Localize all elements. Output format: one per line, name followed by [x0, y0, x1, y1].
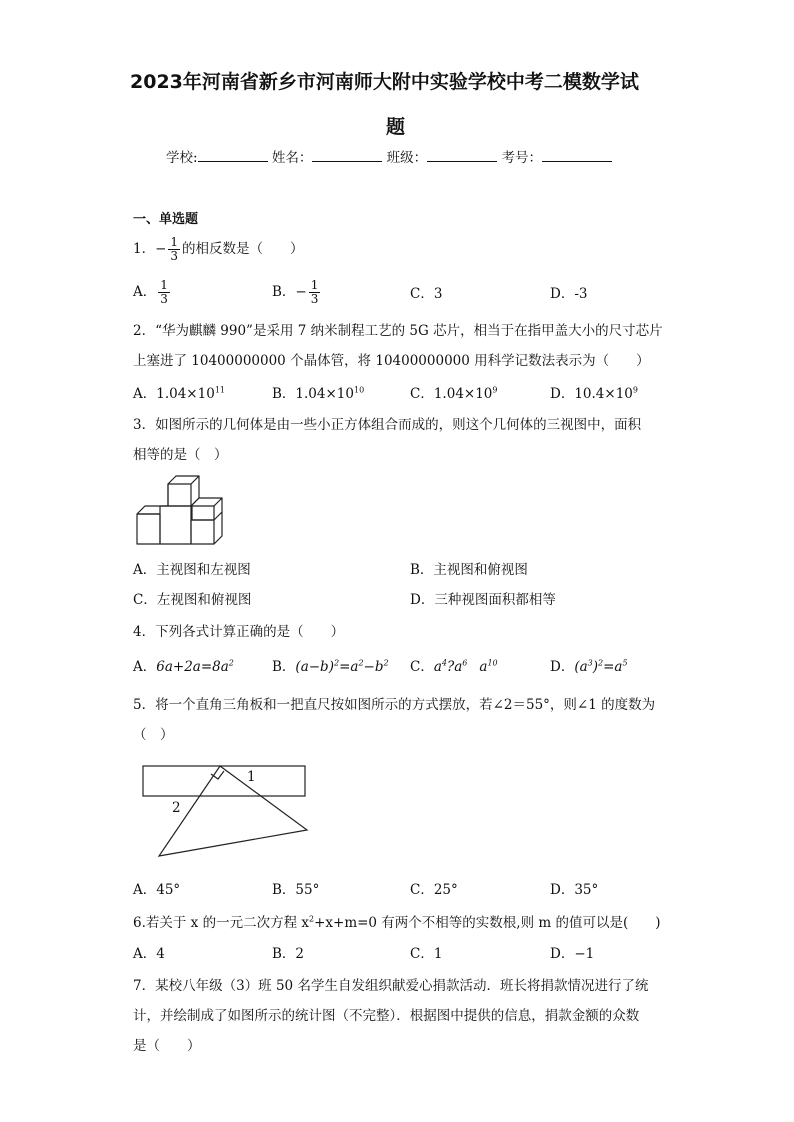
- q2-a-base: 1.04×10: [156, 386, 215, 402]
- q6-stem-b: +x+m=0 有两个不相等的实数根,则 m 的值可以是( ): [314, 915, 661, 931]
- q2-d-exp: 9: [632, 385, 638, 395]
- q2-option-d: [550, 382, 638, 402]
- q5-angle2-label: 2: [172, 800, 181, 816]
- q4-c-exp1: 4: [441, 658, 447, 668]
- q4-b-expr3: −b: [363, 659, 384, 675]
- q4-c-expr1: a: [433, 659, 442, 675]
- q6-stem-a: 6.若关于 x 的一元二次方程 x: [133, 915, 309, 931]
- q1-number: 1．: [133, 241, 156, 257]
- q1-b-num: 1: [310, 278, 319, 292]
- q2-c-base: 1.04×10: [433, 386, 493, 402]
- q6-option-c: C．1: [410, 946, 443, 962]
- q5-stem-line1: 5．将一个直角三角板和一把直尺按如图所示的方式摆放，若∠2＝55°，则∠1 的度数为: [133, 697, 656, 713]
- q2-option-a: [133, 382, 225, 402]
- q1-option-b-fraction: [309, 279, 321, 306]
- ruler-shape: [143, 766, 305, 796]
- q4-option-c: [410, 655, 498, 675]
- q1-suffix: 的相反数是（ ）: [182, 241, 304, 257]
- q7-stem-line2: 计，并绘制成了如图所示的统计图（不完整）．根据图中提供的信息，捐款金额的众数: [133, 1008, 640, 1024]
- q2-b-base: 1.04×10: [295, 386, 354, 402]
- q2-b-label: B．: [272, 386, 296, 402]
- q2-d-base: 10.4×10: [574, 386, 633, 402]
- q4-c-label: C．: [410, 659, 434, 675]
- q1-option-b-label: B．: [272, 284, 296, 300]
- q1-b-den: 3: [310, 292, 319, 306]
- q6-stem: [133, 911, 661, 931]
- q2-a-exp: 11: [214, 385, 225, 395]
- page-title-line2: 题: [386, 116, 406, 138]
- q3-option-c: C．左视图和俯视图: [133, 592, 252, 608]
- q4-b-expr1: (a−b): [295, 659, 334, 675]
- q3-option-a: A．主视图和左视图: [133, 562, 251, 578]
- q2-c-label: C．: [410, 386, 434, 402]
- q7-stem-line3: 是（ ）: [133, 1038, 201, 1054]
- q4-c-exp2: 6: [462, 658, 468, 668]
- q7-stem-line1: 7．某校八年级（3）班 50 名学生自发组织献爱心捐款活动．班长将捐款情况进行了统: [133, 978, 649, 994]
- q2-stem-line1: 2．“华为麒麟 990”是采用 7 纳米制程工艺的 5G 芯片，相当于在指甲盖大小的尺寸芯片: [133, 323, 663, 339]
- q4-c-expr3: a: [479, 659, 488, 675]
- q2-a-label: A．: [133, 386, 157, 402]
- q2-stem-line2: 上塞进了 10400000000 个晶体管，将 10400000000 用科学记数法表示为（ ）: [133, 353, 650, 369]
- q4-b-expr2: =a: [339, 659, 359, 675]
- q1-minus: −: [155, 241, 167, 257]
- q4-d-exp2: 2: [598, 658, 604, 668]
- q4-stem: 4．下列各式计算正确的是（ ）: [133, 624, 345, 640]
- school-blank: [198, 149, 268, 162]
- q4-c-expr2: ?a: [447, 659, 463, 675]
- q4-d-expr2: ): [592, 659, 599, 675]
- q4-d-exp1: 3: [587, 658, 593, 668]
- q4-b-exp1: 2: [333, 658, 340, 668]
- q1-fraction: [168, 236, 180, 263]
- q1-a-num: 1: [160, 278, 168, 292]
- q1-option-b-minus: −: [295, 284, 307, 300]
- q6-option-b: B．2: [272, 946, 305, 962]
- q5-option-b: B．55°: [272, 882, 320, 898]
- q1-a-den: 3: [160, 292, 168, 306]
- q5-stem-line2: （ ）: [133, 727, 174, 743]
- q4-b-label: B．: [272, 659, 296, 675]
- class-blank: [427, 149, 497, 162]
- q6-option-a: A．4: [133, 946, 165, 962]
- q1-option-b: [272, 279, 322, 306]
- q4-b-exp2: 2: [358, 658, 364, 668]
- q3-option-b: B．主视图和俯视图: [410, 562, 528, 578]
- q5-angle1-label: 1: [247, 769, 256, 785]
- q2-c-exp: 9: [492, 385, 498, 395]
- class-label: 班级：: [386, 150, 428, 166]
- q2-b-exp: 10: [353, 385, 365, 395]
- q4-d-expr3: =a: [603, 659, 623, 675]
- q2-option-b: [272, 382, 364, 402]
- q5-ruler-triangle-figure: [140, 760, 325, 860]
- q4-d-expr1: (a: [574, 659, 588, 675]
- info-line: [166, 146, 612, 166]
- q2-option-c: [410, 382, 498, 402]
- exam-no-blank: [542, 149, 612, 162]
- q5-option-d: D．35°: [550, 882, 599, 898]
- q4-a-label: A．: [133, 659, 157, 675]
- q4-option-a: [133, 655, 234, 675]
- name-blank: [312, 149, 382, 162]
- q5-option-c: C．25°: [410, 882, 458, 898]
- q1-stem: [133, 236, 304, 263]
- q4-a-expr: 6a+2a=8a: [156, 659, 229, 675]
- q1-num: 1: [170, 235, 179, 249]
- exam-no-label: 考号：: [501, 150, 542, 166]
- q1-option-a-label: A．: [133, 284, 157, 300]
- q4-d-exp3: 5: [622, 658, 628, 668]
- q1-option-d: D．-3: [550, 286, 588, 302]
- name-label: 姓名：: [271, 150, 313, 166]
- q4-c-exp3: 10: [487, 658, 498, 668]
- q6-stem-exp: 2: [308, 914, 315, 924]
- triangle-shape: [159, 766, 307, 856]
- q1-option-c: C．3: [410, 286, 443, 302]
- q3-option-d: D．三种视图面积都相等: [410, 592, 556, 608]
- q3-stem-line2: 相等的是（ ）: [133, 447, 228, 463]
- q4-d-label: D．: [550, 659, 575, 675]
- q4-option-d: [550, 655, 628, 675]
- q4-option-b: [272, 655, 389, 675]
- q3-stem-line1: 3．如图所示的几何体是由一些小正方体组合而成的，则这个几何体的三视图中，面积: [133, 417, 642, 433]
- q1-option-a: [133, 279, 172, 306]
- q4-a-exp: 2: [228, 658, 234, 668]
- school-label: 学校:: [166, 150, 198, 166]
- q5-option-a: A．45°: [133, 882, 181, 898]
- section-heading: 一、单选题: [133, 212, 199, 227]
- q1-den: 3: [170, 249, 179, 263]
- q1-option-a-fraction: [158, 279, 170, 306]
- q2-d-label: D．: [550, 386, 575, 402]
- q3-cube-figure: [132, 470, 244, 550]
- page-title-line1: 2023年河南省新乡市河南师大附中实验学校中考二模数学试: [130, 71, 639, 93]
- q4-b-exp3: 2: [383, 658, 389, 668]
- q6-option-d: D．−1: [550, 946, 595, 962]
